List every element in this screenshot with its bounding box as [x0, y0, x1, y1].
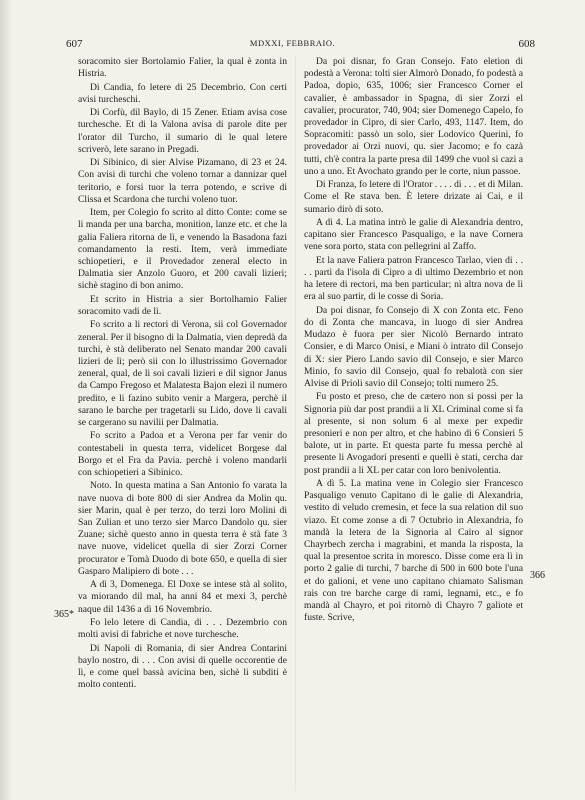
paragraph: Fo lelo letere di Candia, di . . . Dezembrio con molti avisi di fabriche et nove turchesche. [78, 617, 287, 641]
paragraph: Di Candia, fo letere di 25 Decembrio. Con certi avisi turcheschi. [78, 81, 287, 105]
paragraph: A dì 5. La matina vene in Colegio sier Francesco Pasqualigo venuto Capitano di le galie di Alexandria, vestito di veludo cremesin, et fece la sua relation dil suo viazo. Et come zonse a dì 7 Octubrio in Alexandria, fo mandà la letera de la Signoria al Cairo al signor Chayrbech zercha i magrabini, et manda la risposta, la qual la presentoe scrita in moresco. Disse come era lì in porto 2 galie di turchi, 7 barche di 500 in 600 bote l'una et do galioni, et vene uno capitano chiamato Salisman rais con tre barche carge di rami, legnami, etc., e fo mandà al Chayro, et poi ritornò di Chayro 7 galiote et fuste. Scrive, [304, 478, 523, 624]
paragraph: Fu posto et preso, che de cætero non si possi per la Signoria più dar post prandii a li XL Criminal come si fa al presente, si non solum 6 al mexe per expedir presonieri e non per altro, et che habino di 6 Consieri 5 balote, ut in parte. Et questa parte fu messa perchè al presente li Avogadori presenti e quelli è stati, cercha dar post prandii a li XL per catar con loro benivolentia. [304, 391, 523, 476]
scan-shadow [0, 0, 12, 800]
column-gutter [295, 56, 296, 791]
paragraph: Fo scrito a li rectori di Verona, sii col Governador zeneral. Per il bisogno di la Dalmatia, vien depredà da turchi, è stà deliberato nel Senato mandar 200 cavali lizieri de lì; però sii con lo illustrissimo Governador zeneral, qual, de li soi cavali lizieri e dil signor Janus da Campo Fregoso et Malatesta Bajon elezi il numero predito, e li fazino subito venir a Margera, perchè il sarano le barche per tragetarli su Lido, dove li cavali se cargerano su navilii per Dalmatia. [78, 319, 287, 429]
paragraph: Da poi disnar, fo Gran Consejo. Fato eletion di podestà a Verona: tolti sier Almorò Donado, fo podestà a Padoa, dopio, 635, 1006; sier Francesco Corner el cavalier, è ambassador in Spagna, di sier Zorzi el cavalier, procurator, 740, 904; sier Domenego Capelo, fo provedador in Cipro, di sier Carlo, 493, 1147. Item, do Sopracomiti: passò un solo, sier Lodovico Querini, fo provedador ai Orzi nuovi, qu. sier Jacomo; e fo cazà tutti, ch'è contra la parte presa dil 1499 che vuol si cazi a uno a uno. Et Avochato grando per le corte, niun passoe. [304, 56, 523, 177]
paragraph: Da poi disnar, fo Consejo di X con Zonta etc. Feno do di Zonta che mancava, in luogo di sier Andrea Mudazo è fuora per sier Nicolò Bernardo intrato Consier, e di Marco Onisi, e Miani ò intrato dil Consejo di X: sier Piero Lando savio dil Consejo, e sier Marco Minio, fo savio dil Consejo, qual fo rebalotà con sier Alvise di Prioli savio dil Consejo; tolti numero 25. [304, 304, 523, 390]
paragraph: Di Sibinico, di sier Alvise Pizamano, di 23 et 24. Con avisi di turchi che voleno tornar a dannizar quel teritorio, e forsi tuor la terra potendo, e scrive di Clissa et Scardona che turchi voleno tuor. [78, 157, 287, 205]
paragraph: Et la nave Faliera patron Francesco Tarlao, vien di . . . . partì da l'isola di Cipro a dì ultimo Dezembrio et non ha letere di rectori, ma ben particular; nì altra nova de lì era al suo partir, di le cosse di Soria. [304, 254, 523, 303]
paragraph: Et scrito in Histria a sier Bortolhamio Falier soracomito vadi de lì. [78, 293, 287, 317]
paragraph: Item, per Colegio fo scrito al ditto Conte: come se li manda per una barcha, monition, lanze etc. et che la galia Faliera ritorna de lì, e venendo la Basadona fazi comandamento la resti. Item, verà immediate schiopetieri, e il Provedador zeneral electo in Dalmatia sier Anzolo Guoro, et 200 cavali lizieri; sichè stagino di bon animo. [78, 207, 287, 292]
right-page-number: 608 [518, 38, 535, 50]
paragraph: Di Napoli di Romania, di sier Andrea Contarini baylo nostro, di . . . Con avisi di quelle occorentie de lì, e come quel bassà avicina ben, sichè li subditi è molto contenti. [78, 642, 287, 691]
paragraph: Noto. In questa matina a San Antonio fo varata la nave nuova di bote 800 di sier Andrea da Molin qu. sier Marin, qual è per terzo, do terzi loro Molini di San Zulian et uno terzo sier Marco Dandolo qu. sier Zuane; sichè questo anno in questa terra è stà fate 3 nave nuove, videlicet quella di sier Zorzi Corner procurator e Tomà Duodo di bote 650, e quella di sier Gasparo Malipiero di bote . . . [78, 480, 287, 577]
right-text-column [304, 56, 523, 791]
paragraph: A dì 3, Domenega. El Doxe se intese stà al solito, va miorando dil mal, ha anni 84 et mexi 3, perchè naque dil 1436 a dì 16 Novembrio. [78, 579, 287, 615]
paragraph: Di Corfù, dil Baylo, di 15 Zener. Etiam avisa cose turchesche. Et di la Valona avisa di parole dite per l'orator dil Turcho, il sumario di le qual letere scriverò, lete sarano in Pregadi. [78, 107, 287, 155]
paragraph: Fo scrito a Padoa et a Verona per far venir do contestabeli in questa terra, videlicet Borgese dal Borgo et el Fra da Pavia. perchè i voleno mandarli con schiopetieri a Sibinico. [78, 430, 287, 479]
paragraph: Di Franza, fo letere di l'Orator . . . . di . . . et di Milan. Come el Re stava ben. È letere drizate ai Cai, e il sumario dirò di soto. [304, 179, 523, 215]
running-title: MDXXI, FEBBRAIO. [249, 38, 336, 48]
left-text-column [78, 56, 287, 791]
margin-number-right: 366 [530, 570, 545, 581]
paragraph: soracomito sier Bortolamio Falier, la qual è zonta in Histria. [78, 56, 287, 80]
paragraph: A dì 4. La matina intrò le galie di Alexandria dentro, capitano sier Francesco Pasqualigo, e la nave Cornera vene sora porto, stata con pellegrini al Zaffo. [304, 217, 523, 253]
margin-number-left: 365* [54, 609, 74, 620]
left-page-number: 607 [66, 38, 83, 50]
